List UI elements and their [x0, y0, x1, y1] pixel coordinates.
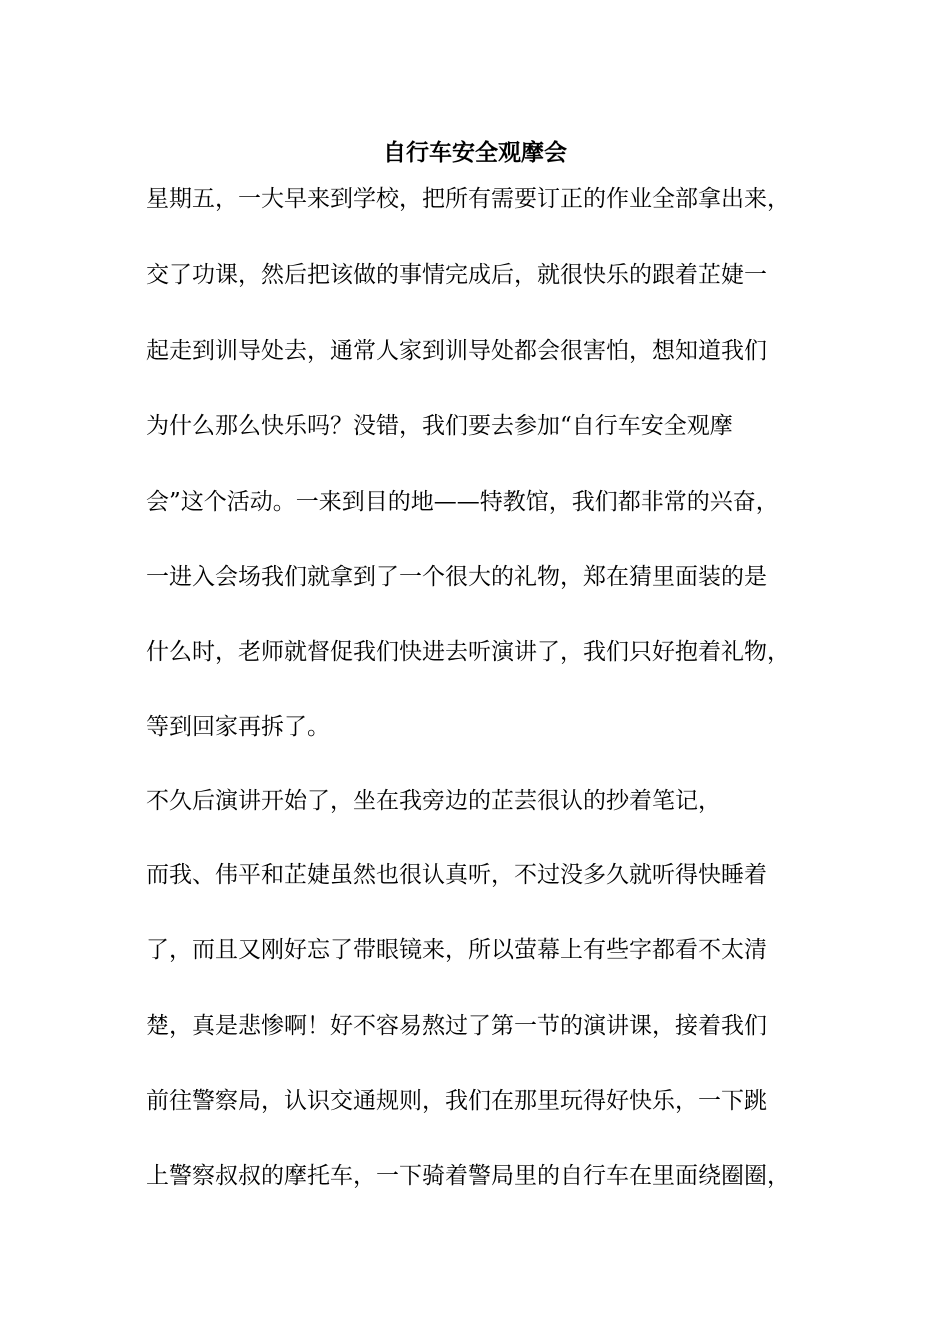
body-line-11: 了，而且又刚好忘了带眼镜来，所以萤幕上有些字都看不太清 — [146, 937, 767, 963]
body-line-8: 等到回家再拆了。 — [146, 714, 330, 740]
body-line-3: 起走到训导处去，通常人家到训导处都会很害怕，想知道我们 — [146, 338, 767, 364]
body-line-5: 会”这个活动。一来到目的地——特教馆，我们都非常的兴奋， — [146, 489, 779, 515]
body-line-12: 楚，真是悲惨啊！好不容易熬过了第一节的演讲课，接着我们 — [146, 1013, 767, 1039]
body-line-7: 什么时，老师就督促我们快进去听演讲了，我们只好抱着礼物， — [146, 639, 790, 665]
body-line-4: 为什么那么快乐吗？没错，我们要去参加“自行车安全观摩 — [146, 413, 733, 439]
body-line-6: 一进入会场我们就拿到了一个很大的礼物，郑在猜里面装的是 — [146, 564, 767, 590]
document-title: 自行车安全观摩会 — [383, 139, 567, 166]
body-line-13: 前往警察局，认识交通规则，我们在那里玩得好快乐，一下跳 — [146, 1088, 767, 1114]
body-line-2: 交了功课，然后把该做的事情完成后，就很快乐的跟着芷婕一 — [146, 262, 767, 288]
body-line-1: 星期五，一大早来到学校，把所有需要订正的作业全部拿出来， — [146, 186, 790, 212]
body-line-9: 不久后演讲开始了，坐在我旁边的芷芸很认的抄着笔记， — [146, 788, 721, 814]
body-line-14: 上警察叔叔的摩托车，一下骑着警局里的自行车在里面绕圈圈， — [146, 1163, 790, 1189]
body-line-10: 而我、伟平和芷婕虽然也很认真听，不过没多久就听得快睡着 — [146, 862, 767, 888]
